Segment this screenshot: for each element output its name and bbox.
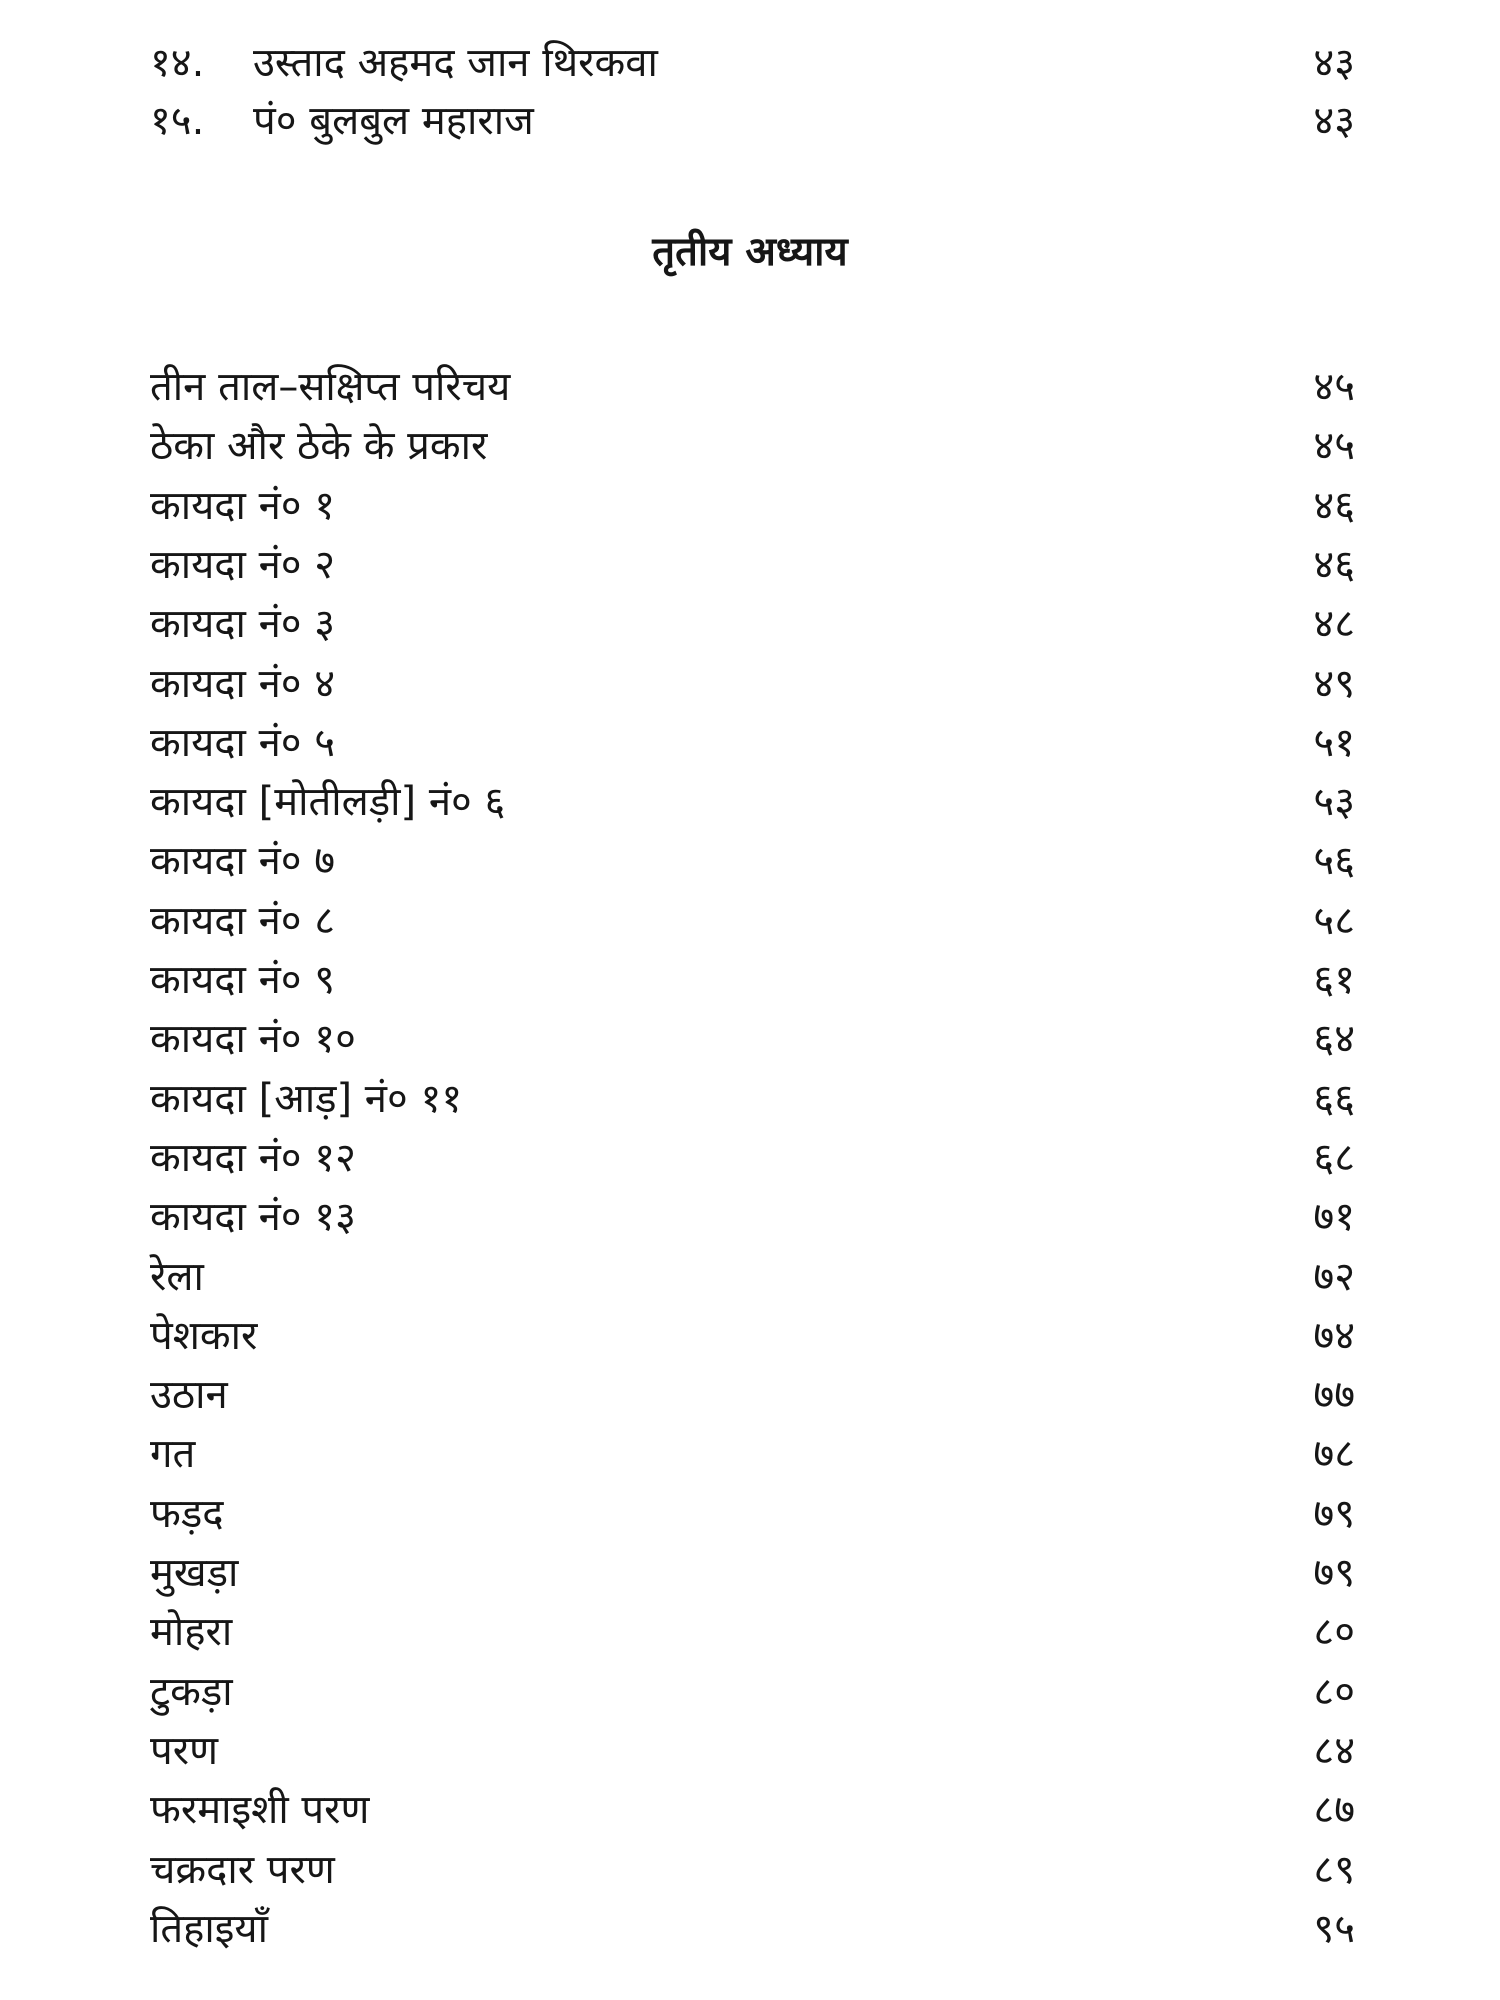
entry-title: चक्रदार परण	[150, 1847, 335, 1893]
entry-page-number: ४८	[1313, 601, 1355, 647]
entry-page-number: ४९	[1313, 661, 1355, 707]
toc-entry	[150, 1010, 1355, 1068]
entry-page-number: ८४	[1313, 1728, 1355, 1774]
entry-title: कायदा नं० १२	[150, 1135, 356, 1181]
toc-entry	[150, 1307, 1355, 1365]
entry-title: कायदा [मोतीलड़ी] नं० ६	[150, 779, 506, 825]
entry-number: १५.	[150, 98, 205, 144]
entry-title: मुखड़ा	[150, 1550, 239, 1596]
toc-entry	[150, 1366, 1355, 1424]
entry-title: कायदा नं० १३	[150, 1194, 356, 1240]
toc-entry-14	[150, 34, 1355, 92]
toc-entry	[150, 951, 1355, 1009]
toc-entry	[150, 714, 1355, 772]
toc-entry	[150, 1663, 1355, 1721]
entry-page-number: ८०	[1313, 1609, 1355, 1655]
toc-entry	[150, 1841, 1355, 1899]
toc-entry	[150, 1485, 1355, 1543]
entry-page-number: ५१	[1313, 720, 1355, 766]
toc-entry	[150, 1722, 1355, 1780]
entry-title: परण	[150, 1728, 218, 1774]
toc-entry	[150, 417, 1355, 475]
entry-page-number: ७९	[1313, 1491, 1355, 1537]
toc-entry	[150, 1544, 1355, 1602]
toc-entry	[150, 1900, 1355, 1958]
entry-page-number: ६४	[1313, 1016, 1355, 1062]
entry-page-number: ४५	[1313, 423, 1355, 469]
toc-entry	[150, 536, 1355, 594]
entry-page-number: ८०	[1313, 1669, 1355, 1715]
entry-page-number: ६६	[1313, 1076, 1355, 1122]
toc-entry	[150, 655, 1355, 713]
entry-title: कायदा नं० ९	[150, 957, 336, 1003]
toc-entry	[150, 1129, 1355, 1187]
entry-title: कायदा [आड़] नं० ११	[150, 1076, 463, 1122]
entry-title: फड़द	[150, 1491, 224, 1537]
toc-entry	[150, 773, 1355, 831]
entry-page-number: ६१	[1313, 957, 1355, 1003]
toc-entry	[150, 832, 1355, 890]
toc-entry-15	[150, 92, 1355, 150]
entry-page-number: ७९	[1313, 1550, 1355, 1596]
toc-entry	[150, 1248, 1355, 1306]
toc-entry	[150, 1603, 1355, 1661]
entry-title: फरमाइशी परण	[150, 1787, 370, 1833]
toc-entry	[150, 892, 1355, 950]
entry-title: पेशकार	[150, 1313, 258, 1359]
entry-page-number: ७८	[1313, 1431, 1355, 1477]
entry-page-number: ४६	[1313, 542, 1355, 588]
entry-page-number: ७१	[1313, 1194, 1355, 1240]
entry-title: तिहाइयाँ	[150, 1906, 268, 1952]
entry-title: उस्ताद अहमद जान थिरकवा	[253, 40, 658, 86]
entry-page-number: ५६	[1313, 838, 1355, 884]
entry-page-number: ८९	[1313, 1847, 1355, 1893]
toc-entry	[150, 358, 1355, 416]
entry-title: पं० बुलबुल महाराज	[253, 98, 534, 144]
toc-entry	[150, 1188, 1355, 1246]
entry-title: तीन ताल–सक्षिप्त परिचय	[150, 364, 511, 410]
entry-page-number: ४३	[1313, 98, 1355, 144]
entry-title: गत	[150, 1431, 196, 1477]
entry-title: कायदा नं० १	[150, 483, 336, 529]
toc-entry	[150, 595, 1355, 653]
entry-page-number: ७७	[1313, 1372, 1355, 1418]
entry-page-number: ५३	[1313, 779, 1355, 825]
entry-title: कायदा नं० ३	[150, 601, 336, 647]
toc-entry	[150, 1070, 1355, 1128]
entry-page-number: ४६	[1313, 483, 1355, 529]
entry-page-number: ६८	[1313, 1135, 1355, 1181]
toc-entry	[150, 1425, 1355, 1483]
entry-page-number: ७४	[1313, 1313, 1355, 1359]
entry-title: मोहरा	[150, 1609, 233, 1655]
entry-page-number: ४३	[1313, 40, 1355, 86]
entry-page-number: ८७	[1313, 1787, 1355, 1833]
entry-title: रेला	[150, 1254, 204, 1300]
entry-page-number: ९५	[1313, 1906, 1355, 1952]
entry-title: कायदा नं० ४	[150, 661, 336, 707]
entry-title: कायदा नं० १०	[150, 1016, 356, 1062]
entry-page-number: ७२	[1313, 1254, 1355, 1300]
entry-page-number: ४५	[1313, 364, 1355, 410]
entry-title: टुकड़ा	[150, 1669, 233, 1715]
entry-number: १४.	[150, 40, 205, 86]
section-heading: तृतीय अध्याय	[652, 229, 848, 275]
entry-title: कायदा नं० २	[150, 542, 336, 588]
entry-title: कायदा नं० ७	[150, 838, 336, 884]
toc-entry	[150, 1781, 1355, 1839]
entry-title: कायदा नं० ८	[150, 898, 336, 944]
toc-entry	[150, 477, 1355, 535]
entry-title: ठेका और ठेके के प्रकार	[150, 423, 488, 469]
entry-title: कायदा नं० ५	[150, 720, 336, 766]
entry-title: उठान	[150, 1372, 228, 1418]
entry-page-number: ५८	[1313, 898, 1355, 944]
